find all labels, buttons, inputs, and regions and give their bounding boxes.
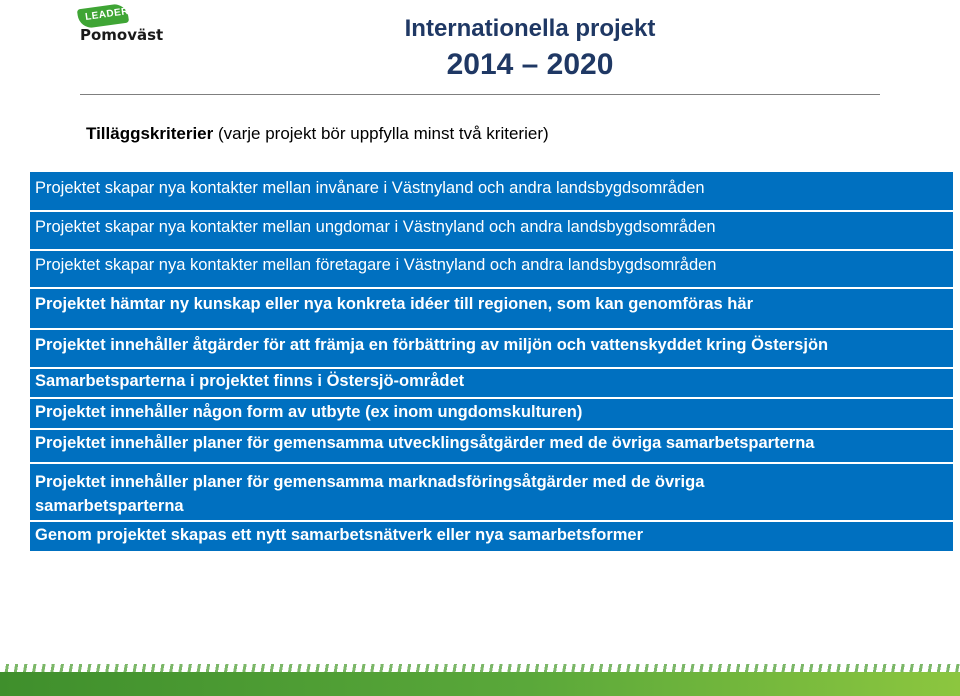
logo-badge: LEADER	[84, 5, 130, 24]
criterion-5: Projektet innehåller åtgärder för att främja en förbättring av miljön och vattenskyddet kring Östersjön	[35, 336, 829, 354]
criterion-divider	[30, 328, 953, 330]
criterion-divider	[30, 397, 953, 399]
criterion-2: Projektet skapar nya kontakter mellan ungdomar i Västnyland och andra landsbygdsområden	[35, 218, 716, 236]
title-divider	[80, 94, 880, 95]
criteria-box	[30, 172, 953, 551]
page-title: Internationella projekt	[404, 15, 656, 42]
criterion-6: Samarbetsparterna i projektet finns i Östersjö-området	[35, 372, 465, 390]
criterion-1: Projektet skapar nya kontakter mellan invånare i Västnyland och andra landsbygdsområden	[35, 179, 705, 197]
subtitle-rest: (varje projekt bör uppfylla minst två kriterier)	[213, 124, 549, 143]
page-title-years: 2014 – 2020	[446, 48, 614, 81]
criterion-4: Projektet hämtar ny kunskap eller nya konkreta idéer till regionen, som kan genomföras här	[35, 295, 753, 313]
subtitle-bold: Tilläggskriterier	[86, 124, 214, 143]
criterion-10: Genom projektet skapas ett nytt samarbetsnätverk eller nya samarbetsformer	[35, 526, 644, 544]
criterion-divider	[30, 428, 953, 430]
subtitle	[86, 124, 549, 144]
criterion-9: Projektet innehåller planer för gemensamma marknadsföringsåtgärder med de övriga samarbetsparterna	[35, 473, 705, 515]
criterion-divider	[30, 520, 953, 522]
criterion-3: Projektet skapar nya kontakter mellan företagare i Västnyland och andra landsbygdsområden	[35, 256, 717, 274]
criterion-divider	[30, 249, 953, 251]
criterion-8: Projektet innehåller planer för gemensamma utvecklingsåtgärder med de övriga samarbetsparterna	[35, 434, 815, 452]
criterion-divider	[30, 287, 953, 289]
criterion-divider	[30, 210, 953, 212]
criterion-7: Projektet innehåller någon form av utbyte (ex inom ungdomskulturen)	[35, 403, 583, 421]
footer-green-bar	[0, 672, 960, 696]
logo-name: Pomoväst	[80, 26, 164, 44]
leader-pomovast-logo	[78, 4, 188, 48]
criterion-divider	[30, 462, 953, 464]
